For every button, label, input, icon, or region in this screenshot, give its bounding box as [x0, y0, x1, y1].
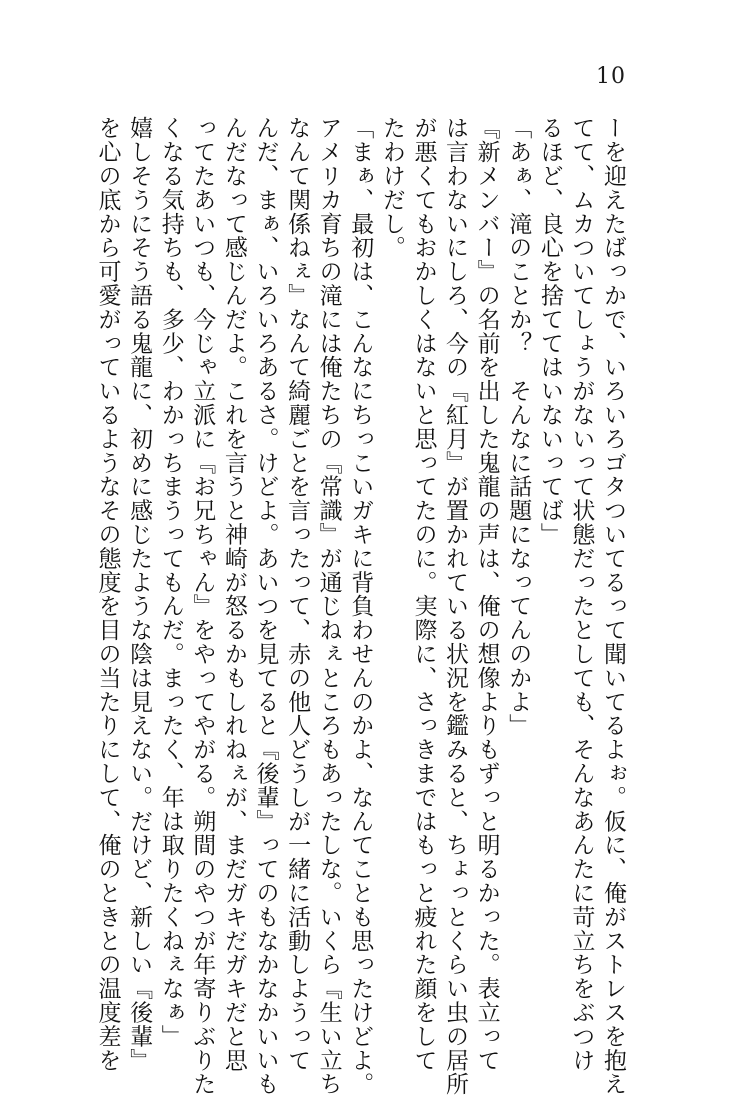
- text-line: 『新メンバー』の名前を出した鬼龍の声は、俺の想像よりもずっと明るかった。表立って: [473, 116, 500, 1072]
- text-line: てて、ムカついてしょうがないって状態だったとしても、そんなあんたに苛立ちをぶつけ: [568, 116, 595, 1072]
- text-line: 「まぁ、最初は、こんなにちっこいガキに背負わせんのかよ、なんてことも思ったけどよ。: [347, 116, 374, 1096]
- text-line: は言わないにしろ、今の『紅月』が置かれている状況を鑑みると、ちょっとくらい虫の居所: [442, 116, 469, 1096]
- text-line: 嬉しそうにそう語る鬼龍に、初めに感じたような陰は見えない。だけど、新しい『後輩』: [126, 116, 153, 1072]
- text-line: んだなって感じんだよ。これを言うと神崎が怒るかもしれねぇが、まだガキだガキだと思: [220, 116, 247, 1072]
- text-line: アメリカ育ちの滝には俺たちの『常識』が通じねぇところもあったしな。いくら『生い立ち: [315, 116, 342, 1096]
- text-line: 「あぁ、滝のことか？ そんなに話題になってんのかよ」: [505, 116, 532, 738]
- text-line: んだ、まぁ、いろいろあるさ。けどよ。あいつを見てると『後輩』ってのもなかなかいいも: [252, 116, 279, 1096]
- text-line: ーを迎えたばっかで、いろいろゴタついてるって聞いてるよぉ。仮に、俺がストレスを抱え: [600, 116, 626, 1096]
- text-line: が悪くてもおかしくはないと思ってたのに。実際に、さっきまではもっと疲れた顔をして: [410, 116, 437, 1072]
- page-number: 10: [596, 64, 626, 89]
- text-line: くなる気持ちも、多少、わかっちまうってもんだ。まったく、年は取りたくねぇなぁ」: [157, 116, 184, 1049]
- vertical-text-body: [94, 116, 628, 1096]
- text-line: るほど、良心を捨ててはいないってば」: [536, 116, 563, 547]
- text-line: を心の底から可愛がっているようなその態度を目の当たりにして、俺のときとの温度差を: [94, 116, 121, 1072]
- text-line: なんて関係ねぇ』なんて綺麗ごとを言ったって、赤の他人どうしが一緒に活動しようって: [284, 116, 311, 1072]
- text-line: ってたあいつも、今じゃ立派に『お兄ちゃん』をやってやがる。朔間のやつが年寄りぶりた: [189, 116, 216, 1096]
- text-line: たわけだし。: [378, 116, 405, 260]
